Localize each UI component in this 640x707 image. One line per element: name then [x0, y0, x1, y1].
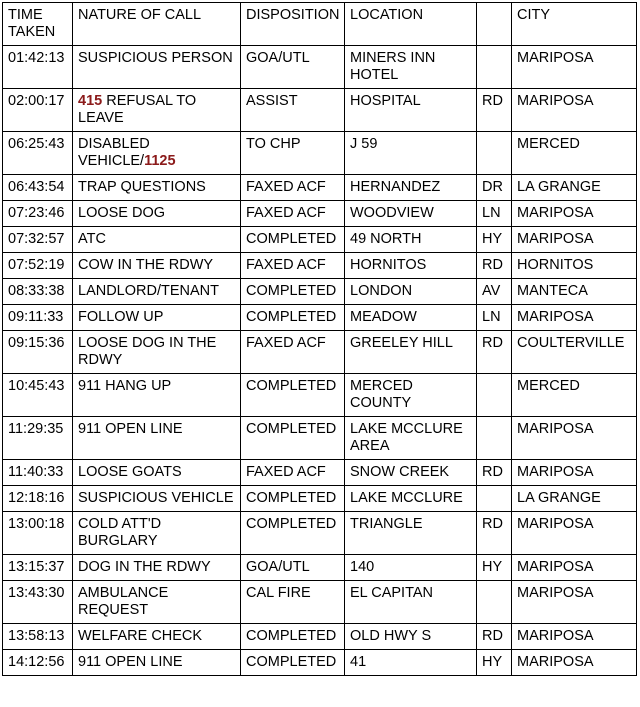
city-cell: MERCED — [512, 374, 637, 417]
disposition-cell: FAXED ACF — [241, 460, 345, 486]
nature-text: LOOSE GOATS — [78, 464, 182, 480]
nature-text: AMBULANCE REQUEST — [78, 585, 169, 618]
nature-text: 911 OPEN LINE — [78, 654, 183, 670]
disposition-cell: COMPLETED — [241, 417, 345, 460]
nature-cell — [73, 624, 241, 650]
city-cell: MARIPOSA — [512, 89, 637, 132]
nature-text: DISABLED VEHICLE/ — [78, 136, 150, 169]
street-suffix-cell — [477, 132, 512, 175]
disposition-cell: FAXED ACF — [241, 175, 345, 201]
nature-text: FOLLOW UP — [78, 309, 164, 325]
header-location: LOCATION — [345, 3, 477, 46]
location-cell: J 59 — [345, 132, 477, 175]
nature-text: LOOSE DOG IN THE RDWY — [78, 335, 217, 368]
location-cell: 41 — [345, 650, 477, 676]
city-cell: HORNITOS — [512, 253, 637, 279]
location-cell: EL CAPITAN — [345, 581, 477, 624]
table-row — [3, 555, 637, 581]
city-cell: MARIPOSA — [512, 512, 637, 555]
city-cell: MARIPOSA — [512, 460, 637, 486]
location-cell: TRIANGLE — [345, 512, 477, 555]
city-cell: MARIPOSA — [512, 555, 637, 581]
street-suffix-cell: HY — [477, 227, 512, 253]
disposition-cell: COMPLETED — [241, 305, 345, 331]
city-cell: MARIPOSA — [512, 305, 637, 331]
table-row — [3, 581, 637, 624]
time-cell: 12:18:16 — [3, 486, 73, 512]
table-row — [3, 227, 637, 253]
table-row — [3, 132, 637, 175]
table-row — [3, 650, 637, 676]
nature-cell — [73, 374, 241, 417]
location-cell: MEADOW — [345, 305, 477, 331]
street-suffix-cell: AV — [477, 279, 512, 305]
street-suffix-cell — [477, 486, 512, 512]
city-cell: MARIPOSA — [512, 624, 637, 650]
nature-text: 911 HANG UP — [78, 378, 172, 394]
table-row — [3, 624, 637, 650]
nature-text: SUSPICIOUS VEHICLE — [78, 490, 234, 506]
header-time-taken: TIME TAKEN — [3, 3, 73, 46]
header-disposition: DISPOSITION — [241, 3, 345, 46]
city-cell: MARIPOSA — [512, 417, 637, 460]
location-cell: HOSPITAL — [345, 89, 477, 132]
time-cell: 07:23:46 — [3, 201, 73, 227]
disposition-cell: COMPLETED — [241, 650, 345, 676]
table-row — [3, 486, 637, 512]
disposition-cell: TO CHP — [241, 132, 345, 175]
disposition-cell: COMPLETED — [241, 624, 345, 650]
disposition-cell: CAL FIRE — [241, 581, 345, 624]
call-code: 415 — [78, 93, 103, 109]
city-cell: MERCED — [512, 132, 637, 175]
time-cell: 09:15:36 — [3, 331, 73, 374]
nature-cell — [73, 512, 241, 555]
city-cell: MARIPOSA — [512, 650, 637, 676]
nature-text: SUSPICIOUS PERSON — [78, 50, 233, 66]
location-cell: SNOW CREEK — [345, 460, 477, 486]
table-row — [3, 253, 637, 279]
disposition-cell: COMPLETED — [241, 279, 345, 305]
table-row — [3, 279, 637, 305]
street-suffix-cell — [477, 581, 512, 624]
street-suffix-cell: RD — [477, 331, 512, 374]
city-cell: LA GRANGE — [512, 175, 637, 201]
location-cell: HERNANDEZ — [345, 175, 477, 201]
city-cell: MARIPOSA — [512, 46, 637, 89]
nature-cell — [73, 253, 241, 279]
table-row — [3, 331, 637, 374]
nature-cell — [73, 46, 241, 89]
location-cell: LAKE MCCLURE — [345, 486, 477, 512]
location-cell: WOODVIEW — [345, 201, 477, 227]
location-cell: 140 — [345, 555, 477, 581]
disposition-cell: GOA/UTL — [241, 46, 345, 89]
location-cell: MINERS INN HOTEL — [345, 46, 477, 89]
location-cell: MERCED COUNTY — [345, 374, 477, 417]
disposition-cell: FAXED ACF — [241, 253, 345, 279]
time-cell: 11:40:33 — [3, 460, 73, 486]
street-suffix-cell: RD — [477, 624, 512, 650]
nature-text: REFUSAL TO LEAVE — [78, 93, 197, 126]
table-row — [3, 89, 637, 132]
nature-text: LOOSE DOG — [78, 205, 166, 221]
nature-text: COW IN THE RDWY — [78, 257, 214, 273]
disposition-cell: FAXED ACF — [241, 331, 345, 374]
street-suffix-cell: LN — [477, 305, 512, 331]
street-suffix-cell: DR — [477, 175, 512, 201]
header-row — [3, 3, 637, 46]
time-cell: 06:43:54 — [3, 175, 73, 201]
nature-text: ATC — [78, 231, 106, 247]
city-cell: MARIPOSA — [512, 581, 637, 624]
time-cell: 07:52:19 — [3, 253, 73, 279]
street-suffix-cell — [477, 417, 512, 460]
location-cell: HORNITOS — [345, 253, 477, 279]
nature-cell — [73, 581, 241, 624]
call-log-table — [2, 2, 637, 676]
nature-cell — [73, 132, 241, 175]
nature-cell — [73, 175, 241, 201]
nature-cell — [73, 305, 241, 331]
table-row — [3, 417, 637, 460]
time-cell: 11:29:35 — [3, 417, 73, 460]
table-row — [3, 46, 637, 89]
call-log-body — [3, 46, 637, 676]
city-cell: MANTECA — [512, 279, 637, 305]
time-cell: 09:11:33 — [3, 305, 73, 331]
nature-cell — [73, 89, 241, 132]
street-suffix-cell — [477, 46, 512, 89]
table-row — [3, 201, 637, 227]
city-cell: MARIPOSA — [512, 227, 637, 253]
header-nature-of-call: NATURE OF CALL — [73, 3, 241, 46]
time-cell: 07:32:57 — [3, 227, 73, 253]
header-suffix — [477, 3, 512, 46]
street-suffix-cell — [477, 374, 512, 417]
nature-text: 911 OPEN LINE — [78, 421, 183, 437]
street-suffix-cell: RD — [477, 89, 512, 132]
header-city: CITY — [512, 3, 637, 46]
street-suffix-cell: RD — [477, 460, 512, 486]
nature-text: DOG IN THE RDWY — [78, 559, 211, 575]
disposition-cell: ASSIST — [241, 89, 345, 132]
disposition-cell: GOA/UTL — [241, 555, 345, 581]
nature-text: COLD ATT'D BURGLARY — [78, 516, 162, 549]
nature-cell — [73, 460, 241, 486]
city-cell: MARIPOSA — [512, 201, 637, 227]
time-cell: 10:45:43 — [3, 374, 73, 417]
disposition-cell: FAXED ACF — [241, 201, 345, 227]
nature-cell — [73, 201, 241, 227]
nature-cell — [73, 331, 241, 374]
nature-cell — [73, 650, 241, 676]
location-cell: LONDON — [345, 279, 477, 305]
disposition-cell: COMPLETED — [241, 227, 345, 253]
street-suffix-cell: RD — [477, 253, 512, 279]
location-cell: LAKE MCCLURE AREA — [345, 417, 477, 460]
table-row — [3, 175, 637, 201]
city-cell: LA GRANGE — [512, 486, 637, 512]
time-cell: 13:15:37 — [3, 555, 73, 581]
disposition-cell: COMPLETED — [241, 486, 345, 512]
disposition-cell: COMPLETED — [241, 374, 345, 417]
street-suffix-cell: HY — [477, 650, 512, 676]
street-suffix-cell: RD — [477, 512, 512, 555]
location-cell: GREELEY HILL — [345, 331, 477, 374]
table-row — [3, 460, 637, 486]
time-cell: 01:42:13 — [3, 46, 73, 89]
time-cell: 08:33:38 — [3, 279, 73, 305]
street-suffix-cell: HY — [477, 555, 512, 581]
table-row — [3, 305, 637, 331]
table-row — [3, 374, 637, 417]
time-cell: 14:12:56 — [3, 650, 73, 676]
city-cell: COULTERVILLE — [512, 331, 637, 374]
call-code: 1125 — [144, 153, 176, 169]
location-cell: OLD HWY S — [345, 624, 477, 650]
nature-cell — [73, 417, 241, 460]
nature-cell — [73, 227, 241, 253]
street-suffix-cell: LN — [477, 201, 512, 227]
table-row — [3, 512, 637, 555]
nature-cell — [73, 555, 241, 581]
nature-cell — [73, 279, 241, 305]
disposition-cell: COMPLETED — [241, 512, 345, 555]
time-cell: 06:25:43 — [3, 132, 73, 175]
nature-text: TRAP QUESTIONS — [78, 179, 206, 195]
nature-cell — [73, 486, 241, 512]
time-cell: 13:43:30 — [3, 581, 73, 624]
time-cell: 02:00:17 — [3, 89, 73, 132]
nature-text: WELFARE CHECK — [78, 628, 203, 644]
time-cell: 13:00:18 — [3, 512, 73, 555]
nature-text: LANDLORD/TENANT — [78, 283, 219, 299]
location-cell: 49 NORTH — [345, 227, 477, 253]
time-cell: 13:58:13 — [3, 624, 73, 650]
